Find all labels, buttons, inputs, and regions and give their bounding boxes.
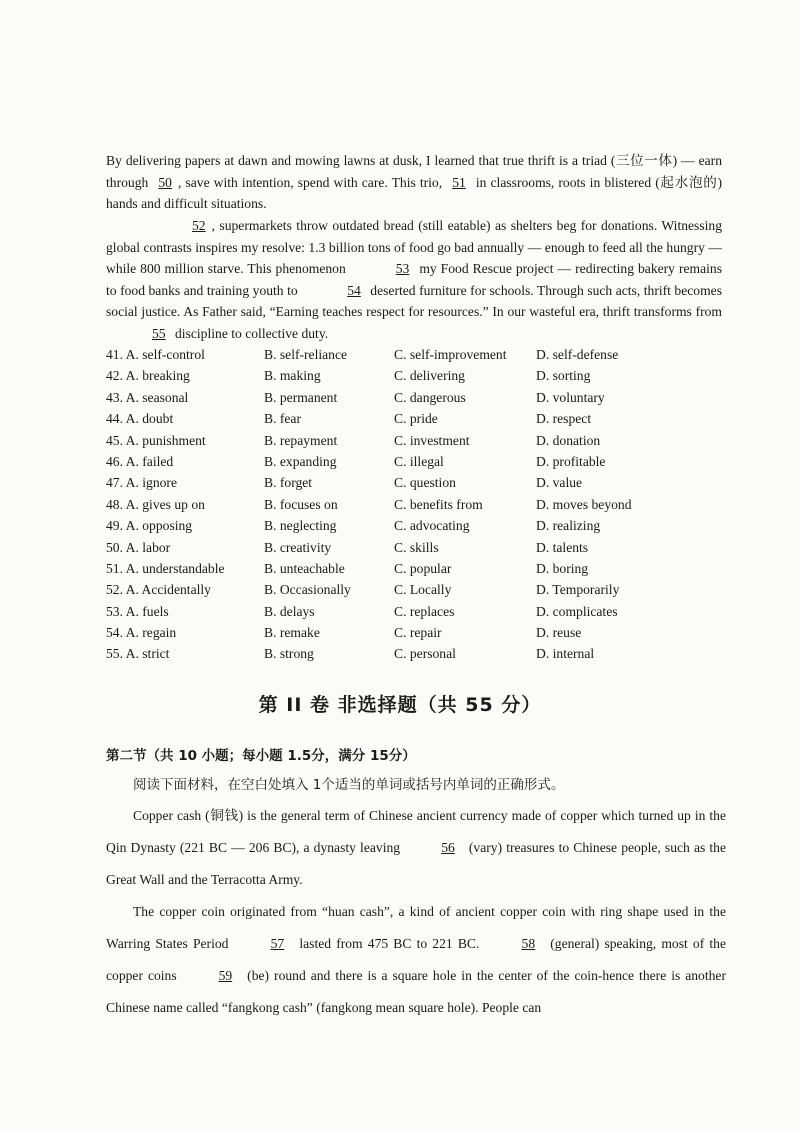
text-run: (vary) treasures to Chinese people, such as the Great Wall and the Terracotta Army. [106,840,726,887]
option-a: 46. A. failed [106,453,174,469]
option-row-51 [106,558,726,579]
blank-53: 53 [395,261,410,277]
blank-57: 57 [270,936,285,951]
option-b: B. Occasionally [264,582,351,598]
option-a: 44. A. doubt [106,411,174,427]
option-c: C. dangerous [394,389,466,405]
text-run: , supermarkets throw outdated bread (still eatable) as shelters beg for donations. Witnessing global contrasts inspires my resolve: 1.3 billion tons of food go bad annually — enough to feed all the hungry — while 800 million starve. This phenomenon [106,218,722,277]
option-row-53 [106,601,726,622]
option-d: D. self-defense [536,347,619,362]
option-a: 54. A. regain [106,625,177,641]
option-b: B. expanding [264,453,337,469]
option-a: 53. A. fuels [106,603,169,619]
instruction-text: 阅读下面材料，在空白处填入 1个适当的单词或括号内单词的正确形式。 [133,777,565,793]
option-d: D. sorting [536,368,591,384]
option-c: C. Locally [394,582,452,598]
option-c: C. popular [394,560,452,576]
text-run: , save with intention, spend with care. This trio, [177,174,447,190]
option-a: 49. A. opposing [106,518,193,534]
option-b: B. repayment [264,432,338,448]
blank-59: 59 [218,968,233,983]
option-b: B. neglecting [264,518,337,534]
option-d: D. boring [536,560,589,576]
answer-options [106,344,726,665]
option-d: D. profitable [536,453,606,469]
option-row-55 [106,643,726,664]
blank-55: 55 [152,325,166,341]
option-d: D. reuse [536,625,582,641]
option-a: 52. A. Accidentally [106,582,211,598]
option-b: B. self-reliance [264,347,348,362]
option-row-48 [106,494,726,515]
blank-58: 58 [521,936,536,951]
option-d: D. respect [536,411,592,427]
option-b: B. permanent [264,389,338,405]
blank-56: 56 [441,840,455,855]
option-b: B. unteachable [264,560,345,576]
option-b: B. forget [264,475,313,491]
blank-51: 51 [452,174,466,190]
option-c: C. skills [394,539,439,555]
option-b: B. delays [264,603,315,619]
option-c: C. personal [394,646,456,662]
option-b: B. fear [264,411,301,427]
section-title: 第 II 卷 非选择题（共 55 分） [258,694,542,716]
text-run: discipline to collective duty. [171,325,329,341]
option-a: 47. A. ignore [106,475,177,491]
blank-54: 54 [347,282,361,298]
option-d: D. internal [536,646,595,662]
text-run: Copper cash (铜钱) is the general term of Chinese ancient currency made of copper which turned up in the Qin Dynasty (221 BC — 206 BC), a dynasty leaving [106,808,726,855]
text-run: deserted furniture for schools. Through such acts, thrift becomes social justice. As Father said, “Earning teaches respect for resources.” In our wasteful era, thrift transforms from [106,282,722,320]
option-d: D. voluntary [536,389,605,405]
option-c: C. delivering [394,368,465,384]
option-row-54 [106,622,726,643]
option-row-46 [106,451,726,472]
option-row-43 [106,387,726,408]
option-b: B. making [264,368,321,384]
passage-paragraph-2 [106,215,722,345]
option-d: D. donation [536,432,601,448]
option-row-44 [106,408,726,429]
option-a: 50. A. labor [106,539,171,555]
blank-50: 50 [158,174,172,190]
option-b: B. remake [264,625,320,641]
option-d: D. Temporarily [536,582,620,598]
option-b: B. focuses on [264,496,338,512]
option-c: C. investment [394,432,470,448]
option-c: C. question [394,475,456,491]
option-row-49 [106,515,726,536]
option-c: C. pride [394,411,438,427]
option-row-42 [106,365,726,386]
option-d: D. talents [536,539,589,555]
option-c: C. repair [394,625,442,641]
text-run: (general) speaking, most of the copper coins [106,936,726,983]
option-a: 41. A. self-control [106,347,205,362]
option-d: D. complicates [536,603,618,619]
option-c: C. replaces [394,603,455,619]
option-row-50 [106,537,726,558]
option-c: C. self-improvement [394,347,507,362]
text-run: The copper coin originated from “huan cash”, a kind of ancient copper coin with ring shape used in the Warring States Period [106,904,726,951]
option-a: 42. A. breaking [106,368,190,384]
option-b: B. strong [264,646,314,662]
option-a: 43. A. seasonal [106,389,189,405]
option-d: D. moves beyond [536,496,632,512]
text-run: in classrooms, roots in blistered (起水泡的) hands and difficult situations. [106,174,723,212]
sub-heading: 第二节（共 10 小题；每小题 1.5分，满分 15分） [106,748,416,764]
text-run: By delivering papers at dawn and mowing lawns at dusk, I learned that true thrift is a triad (三位一体) — earn through [106,153,722,190]
option-row-52 [106,579,726,600]
option-row-41 [106,344,726,365]
option-b: B. creativity [264,539,332,555]
text-run: (be) round and there is a square hole in the center of the coin-hence there is another Chinese name called “fangkong cash” (fangkong mean square hole). People can [106,968,726,1015]
option-a: 45. A. punishment [106,432,206,448]
text-run: lasted from 475 BC to 221 BC. [294,936,485,951]
option-c: C. advocating [394,518,470,534]
option-d: D. realizing [536,518,601,534]
option-row-47 [106,472,726,493]
passage2-paragraph-1 [106,800,726,896]
option-a: 51. A. understandable [106,560,225,576]
option-a: 55. A. strict [106,646,170,662]
option-d: D. value [536,475,583,491]
option-c: C. benefits from [394,496,483,512]
passage-paragraph-1 [106,150,722,215]
option-a: 48. A. gives up on [106,496,205,512]
blank-52: 52 [192,218,206,233]
passage2-paragraph-2 [106,896,726,1024]
text-run: my Food Rescue project — redirecting bakery remains to food banks and training youth to [106,261,722,298]
option-row-45 [106,430,726,451]
option-c: C. illegal [394,453,444,469]
